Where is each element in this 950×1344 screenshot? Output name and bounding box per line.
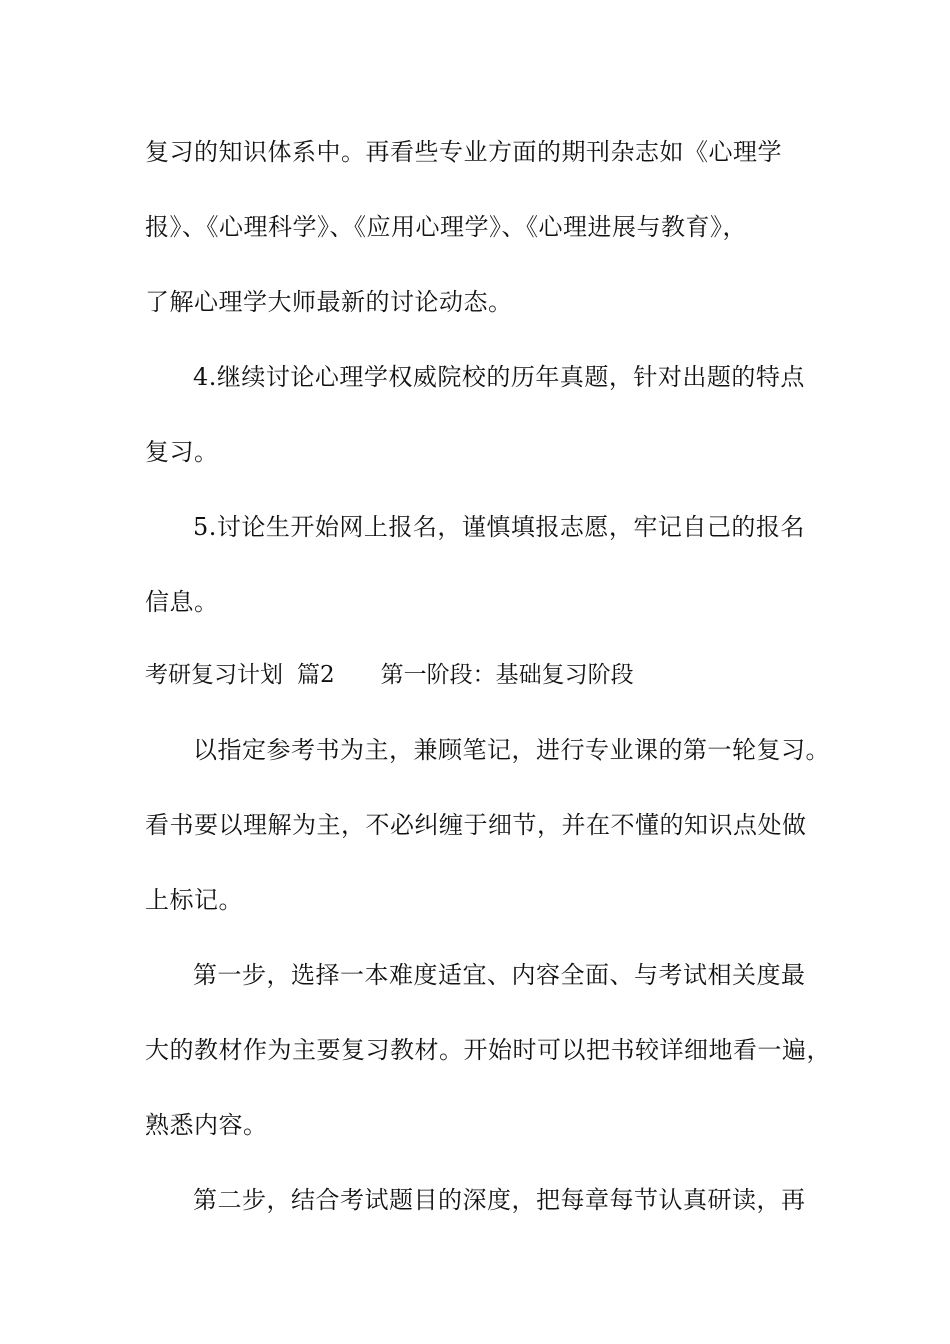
heading-part: 篇2 <box>297 662 335 688</box>
paragraph-line: 5.讨论生开始网上报名，谨慎填报志愿，牢记自己的报名 <box>193 513 805 541</box>
paragraph-line: 看书要以理解为主，不必纠缠于细节，并在不懂的知识点处做 <box>145 811 807 839</box>
paragraph-line: 信息。 <box>145 588 219 616</box>
paragraph-line: 以指定参考书为主，兼顾笔记，进行专业课的第一轮复习。 <box>193 736 830 764</box>
paragraph-line: 了解心理学大师最新的讨论动态。 <box>145 288 513 316</box>
paragraph-line: 复习。 <box>145 438 219 466</box>
heading-title: 考研复习计划 <box>145 662 283 688</box>
paragraph-line: 大的教材作为主要复习教材。开始时可以把书较详细地看一遍， <box>145 1036 831 1064</box>
paragraph-line: 复习的知识体系中。再看些专业方面的期刊杂志如《心理学 <box>145 138 782 166</box>
paragraph-line: 第一步，选择一本难度适宜、内容全面、与考试相关度最 <box>193 961 806 989</box>
paragraph-line: 上标记。 <box>145 886 243 914</box>
heading-stage: 第一阶段：基础复习阶段 <box>380 662 634 688</box>
section-heading <box>145 659 634 691</box>
paragraph-line: 4.继续讨论心理学权威院校的历年真题，针对出题的特点 <box>193 363 805 391</box>
paragraph-line: 报》、《心理科学》、《应用心理学》、《心理进展与教育》， <box>145 213 747 241</box>
paragraph-line: 熟悉内容。 <box>145 1111 268 1139</box>
paragraph-line: 第二步，结合考试题目的深度，把每章每节认真研读，再 <box>193 1186 806 1214</box>
